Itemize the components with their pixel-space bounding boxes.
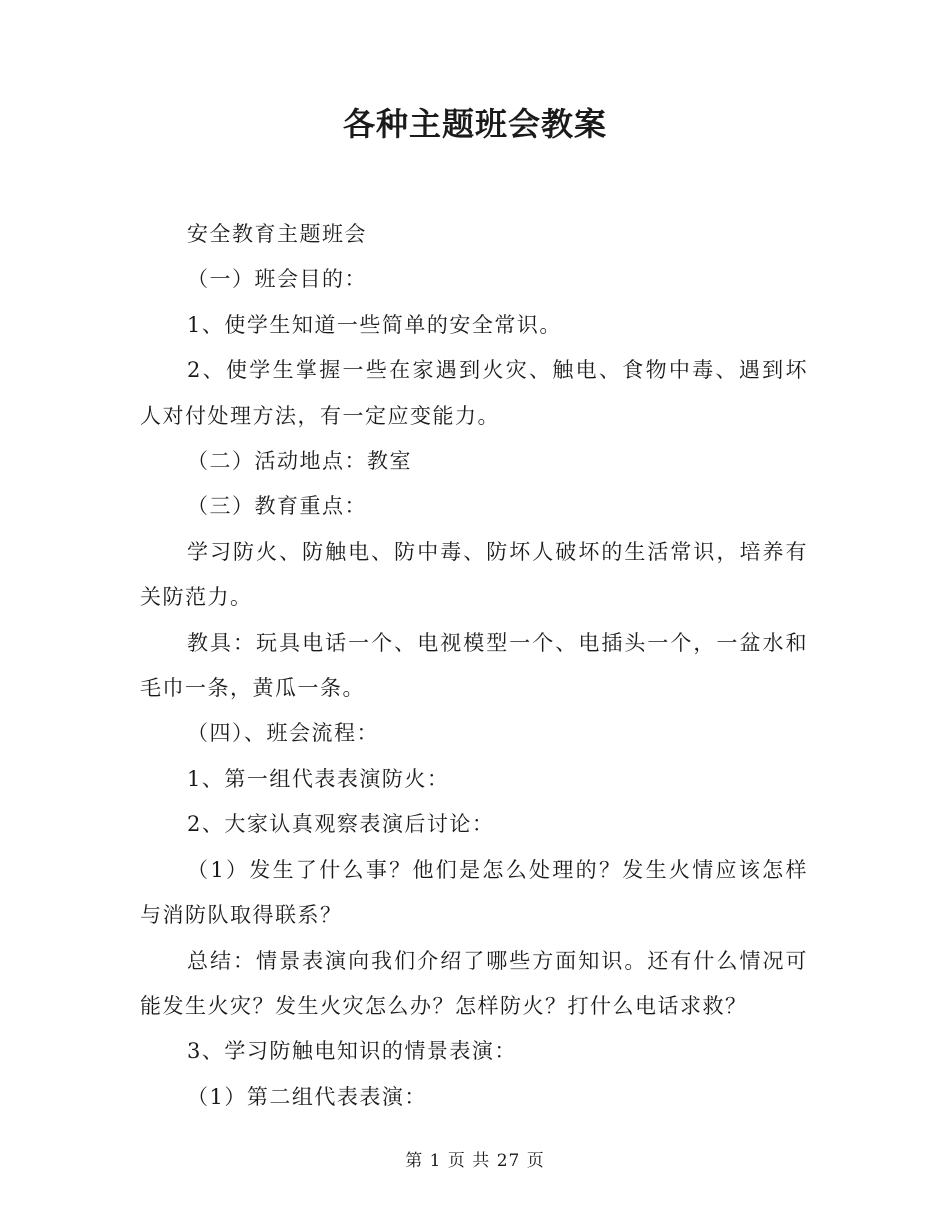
paragraph: （1）发生了什么事？他们是怎么处理的？发生火情应该怎样与消防队取得联系？ — [140, 857, 808, 928]
paragraph: 1、使学生知道一些简单的安全常识。 — [187, 312, 562, 337]
paragraph: 安全教育主题班会 — [187, 222, 367, 246]
document-title: 各种主题班会教案 — [342, 105, 607, 143]
paragraph: 教具：玩具电话一个、电视模型一个、电插头一个，一盆水和毛巾一条，黄瓜一条。 — [140, 630, 808, 701]
paragraph: 总结：情景表演向我们介绍了哪些方面知识。还有什么情况可能发生火灾？发生火灾怎么办？怎样防火？打什么电话求救？ — [140, 948, 808, 1018]
paragraph: （三）教育重点： — [187, 494, 367, 519]
paragraph: 3、学习防触电知识的情景表演： — [187, 1039, 517, 1064]
paragraph: 1、第一组代表表演防火： — [187, 766, 450, 791]
paragraph: 2、大家认真观察表演后讨论： — [187, 812, 495, 837]
page-footer: 第 1 页 共 27 页 — [405, 1151, 545, 1171]
document-body — [140, 212, 808, 1120]
paragraph: 学习防火、防触电、防中毒、防坏人破坏的生活常识，培养有关防范力。 — [140, 539, 808, 610]
paragraph: （1）第二组代表表演： — [187, 1084, 427, 1109]
paragraph: （四）、班会流程： — [187, 721, 379, 746]
paragraph: （一）班会目的： — [187, 267, 367, 292]
paragraph: 2、使学生掌握一些在家遇到火灾、触电、食物中毒、遇到坏人对付处理方法，有一定应变能力。 — [140, 358, 808, 428]
paragraph: （二）活动地点：教室 — [187, 449, 412, 474]
